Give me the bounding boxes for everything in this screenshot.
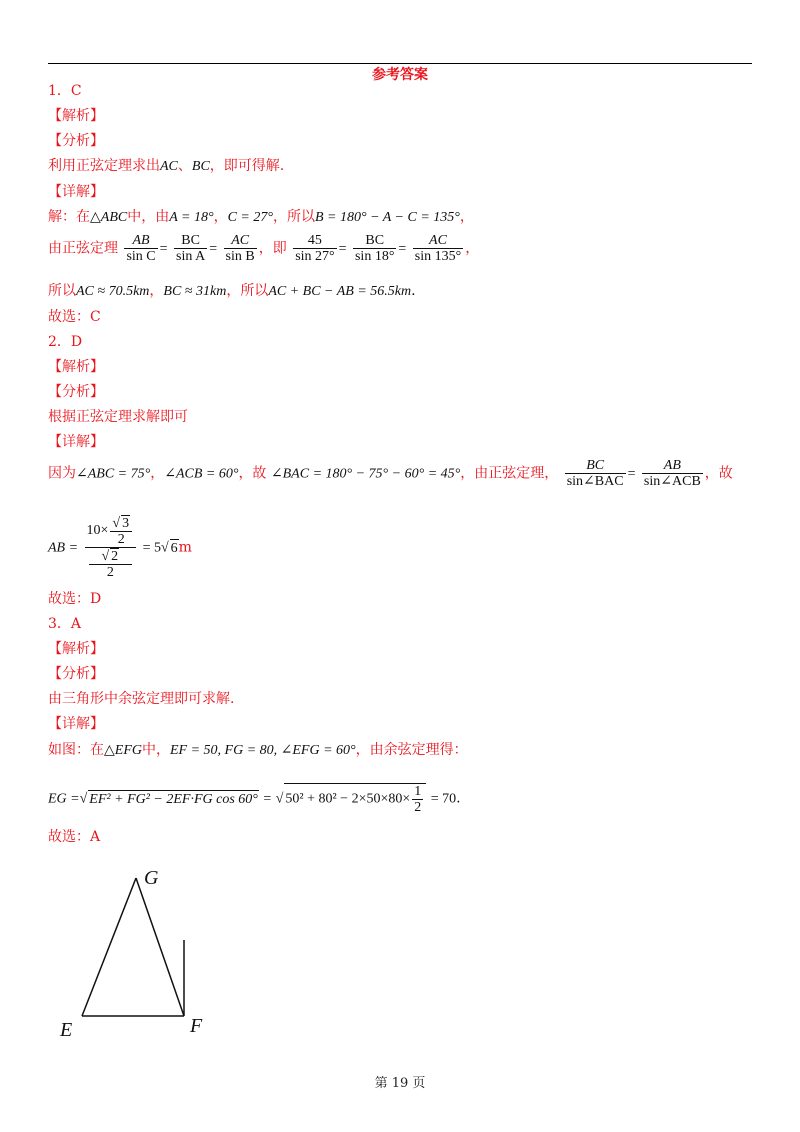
q3-answer: 故选：A	[48, 829, 101, 845]
q2-answer: 故选：D	[48, 591, 102, 607]
q1-detail: 解：在△ABC中，由A = 18°，C = 27°，所以B = 180° − A − C = 135°，	[48, 209, 474, 225]
q2-detail: 因为∠ABC = 75°，∠ACB = 60°，故 ∠BAC = 180° − 75° − 60° = 45°，由正弦定理， $\frac{BC}{\text{sin∠BAC}}$ = $\frac{AB}{\text{sin∠ACB}}$ ，故	[48, 458, 733, 489]
q1-fenxi-label: 【分析】	[48, 133, 104, 149]
page-number: 第 19 页	[374, 1076, 426, 1091]
q2-ab-result: AB = 10× $\frac{√ 3}{2}$ √ 2 2 = 5√ 6m	[48, 516, 192, 580]
q1-sine-law: 由正弦定理 $\frac{AB}{\text{sin C}}$ = $\frac{BC}{\text{sin A}}$ = $\frac{AC}{\text{sin B}}$ ，即 $\frac{45}{\sin 27^\circ}$ = $\frac{BC}{\sin 18^\circ}$ = $\frac{AC}{\sin 135^\circ}$ ，	[48, 233, 480, 264]
q1-number: 1．C	[48, 83, 82, 99]
page-title: 参考答案	[372, 67, 428, 83]
label-e: E	[60, 1019, 73, 1041]
q2-jiexi-label: 【解析】	[48, 359, 104, 375]
q1-xiangjie-label: 【详解】	[48, 184, 104, 200]
q1-jiexi-label: 【解析】	[48, 108, 104, 124]
q1-answer: 故选：C	[48, 309, 101, 325]
q2-xiangjie-label: 【详解】	[48, 434, 104, 450]
q1-result: 所以AC ≈ 70.5km，BC ≈ 31km，所以AC + BC − AB = 56.5km.	[48, 283, 416, 299]
q3-fenxi-label: 【分析】	[48, 666, 104, 682]
q3-detail: 如图：在△EFG中，EF = 50, FG = 80, ∠EFG = 60°，由余弦定理得：	[48, 742, 468, 758]
label-g: G	[144, 867, 159, 889]
q3-number: 3．A	[48, 616, 82, 632]
q3-cosine-law: EG =√ EF² + FG² − 2EF·FG cos 60° = √ 50² + 80² − 2×50×80× $\frac{1}{2}$ = 70.	[48, 784, 461, 815]
q1-analysis: 利用正弦定理求出AC、BC，即可得解.	[48, 158, 285, 174]
q2-fenxi-label: 【分析】	[48, 384, 104, 400]
triangle-efg-figure	[50, 860, 230, 1050]
edge-ge	[82, 878, 136, 1016]
q3-analysis: 由三角形中余弦定理即可求解.	[48, 691, 235, 707]
q2-number: 2．D	[48, 334, 83, 350]
edge-gf	[136, 878, 184, 1016]
q3-xiangjie-label: 【详解】	[48, 716, 104, 732]
q2-analysis: 根据正弦定理求解即可	[48, 409, 188, 425]
q3-jiexi-label: 【解析】	[48, 641, 104, 657]
label-f: F	[190, 1015, 203, 1037]
